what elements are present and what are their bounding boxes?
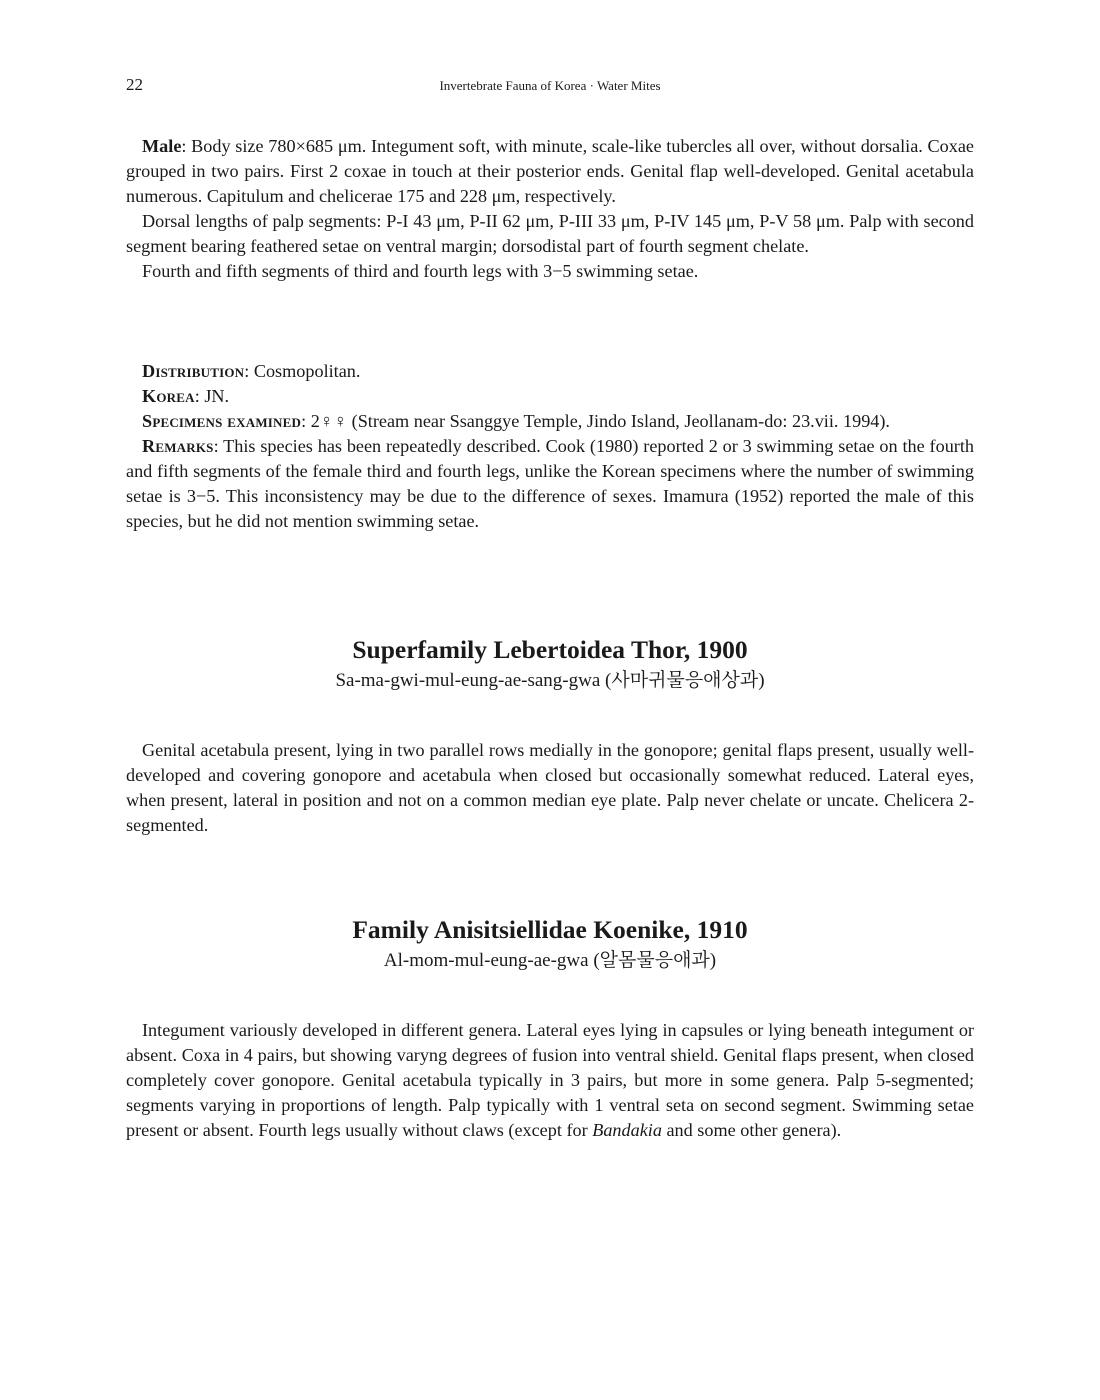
remarks-text: : This species has been repeatedly described. Cook (1980) reported 2 or 3 swimming setae on the fourth and fifth segments of the female third and fourth legs, unlike the Korean specimens where the number of swimming setae is 3−5. This inconsistency may be due to the difference of sexes. Imamura (1952) reported the male of this species, but he did not mention swimming setae. — [126, 436, 974, 531]
male-paragraph — [126, 134, 974, 209]
family-title: Family Anisitsiellidae Koenike, 1910 — [352, 915, 748, 944]
superfamily-title: Superfamily Lebertoidea Thor, 1900 — [352, 635, 748, 664]
family-text-tail-open: (except for — [503, 1120, 593, 1140]
male-label: Male — [142, 136, 182, 156]
specimens-paragraph — [126, 409, 974, 434]
palp-paragraph: Dorsal lengths of palp segments: P-I 43 μm, P-II 62 μm, P-III 33 μm, P-IV 145 μm, P-V 58 μm. Palp with second segment bearing feathered setae on ventral margin; dorsodistal part of fourth segment chelate. — [126, 211, 974, 256]
distribution-paragraph — [126, 359, 974, 384]
specimens-text: : 2♀♀ (Stream near Ssanggye Temple, Jindo Island, Jeollanam-do: 23.vii. 1994). — [301, 411, 890, 431]
distribution-text: : Cosmopolitan. — [244, 361, 361, 381]
remarks-label: Remarks — [142, 436, 214, 456]
superfamily-description — [126, 738, 974, 838]
family-text: Integument variously developed in different genera. Lateral eyes lying in capsules or lying beneath integument or absent. Coxa in 4 pairs, but showing varyng degrees of fusion into ventral shield. Genital flaps present, when closed completely cover gonopore. Genital acetabula typically in 3 pairs, but more in some genera. Palp 5-segmented; segments varying in proportions of length. Palp typically with 1 ventral seta on second segment. Swimming setae present or absent. Fourth legs usually without claws — [126, 1020, 974, 1140]
legs-paragraph: Fourth and fifth segments of third and fourth legs with 3−5 swimming setae. — [142, 261, 699, 281]
running-head — [126, 75, 974, 97]
male-text: : Body size 780×685 μm. Integument soft, with minute, scale-like tubercles all over, without dorsalia. Coxae grouped in two pairs. First 2 coxae in touch at their posterior ends. Genital flap well-developed. Genital acetabula numerous. Capitulum and chelicerae 175 and 228 μm, respectively. — [126, 136, 974, 206]
journal-title: Invertebrate Fauna of Korea · Water Mites — [439, 78, 661, 93]
superfamily-heading — [126, 634, 974, 694]
korea-text: : JN. — [194, 386, 230, 406]
specimens-label: Specimens examined — [142, 411, 302, 431]
genus-name: Bandakia — [592, 1120, 662, 1140]
remarks-paragraph — [126, 434, 974, 534]
korea-label: Korea — [142, 386, 195, 406]
family-subtitle: Al-mom-mul-eung-ae-gwa (알몸물응애과) — [383, 950, 717, 971]
page-number: 22 — [126, 75, 143, 94]
family-heading — [126, 914, 974, 974]
distribution-label: Distribution — [142, 361, 245, 381]
family-paragraph — [126, 1018, 974, 1143]
korea-paragraph — [126, 384, 974, 409]
records-section — [126, 359, 974, 534]
superfamily-paragraph: Genital acetabula present, lying in two parallel rows medially in the gonopore; genital flaps present, usually well-developed and covering gonopore and acetabula when closed but occasionally somewhat reduced. Lateral eyes, when present, lateral in position and not on a common median eye plate. Palp never chelate or uncate. Chelicera 2-segmented. — [126, 740, 974, 835]
family-text-tail-close: and some other genera). — [661, 1120, 842, 1140]
male-section — [126, 134, 974, 284]
superfamily-subtitle: Sa-ma-gwi-mul-eung-ae-sang-gwa (사마귀물응애상과) — [335, 670, 765, 691]
family-description — [126, 1018, 974, 1143]
